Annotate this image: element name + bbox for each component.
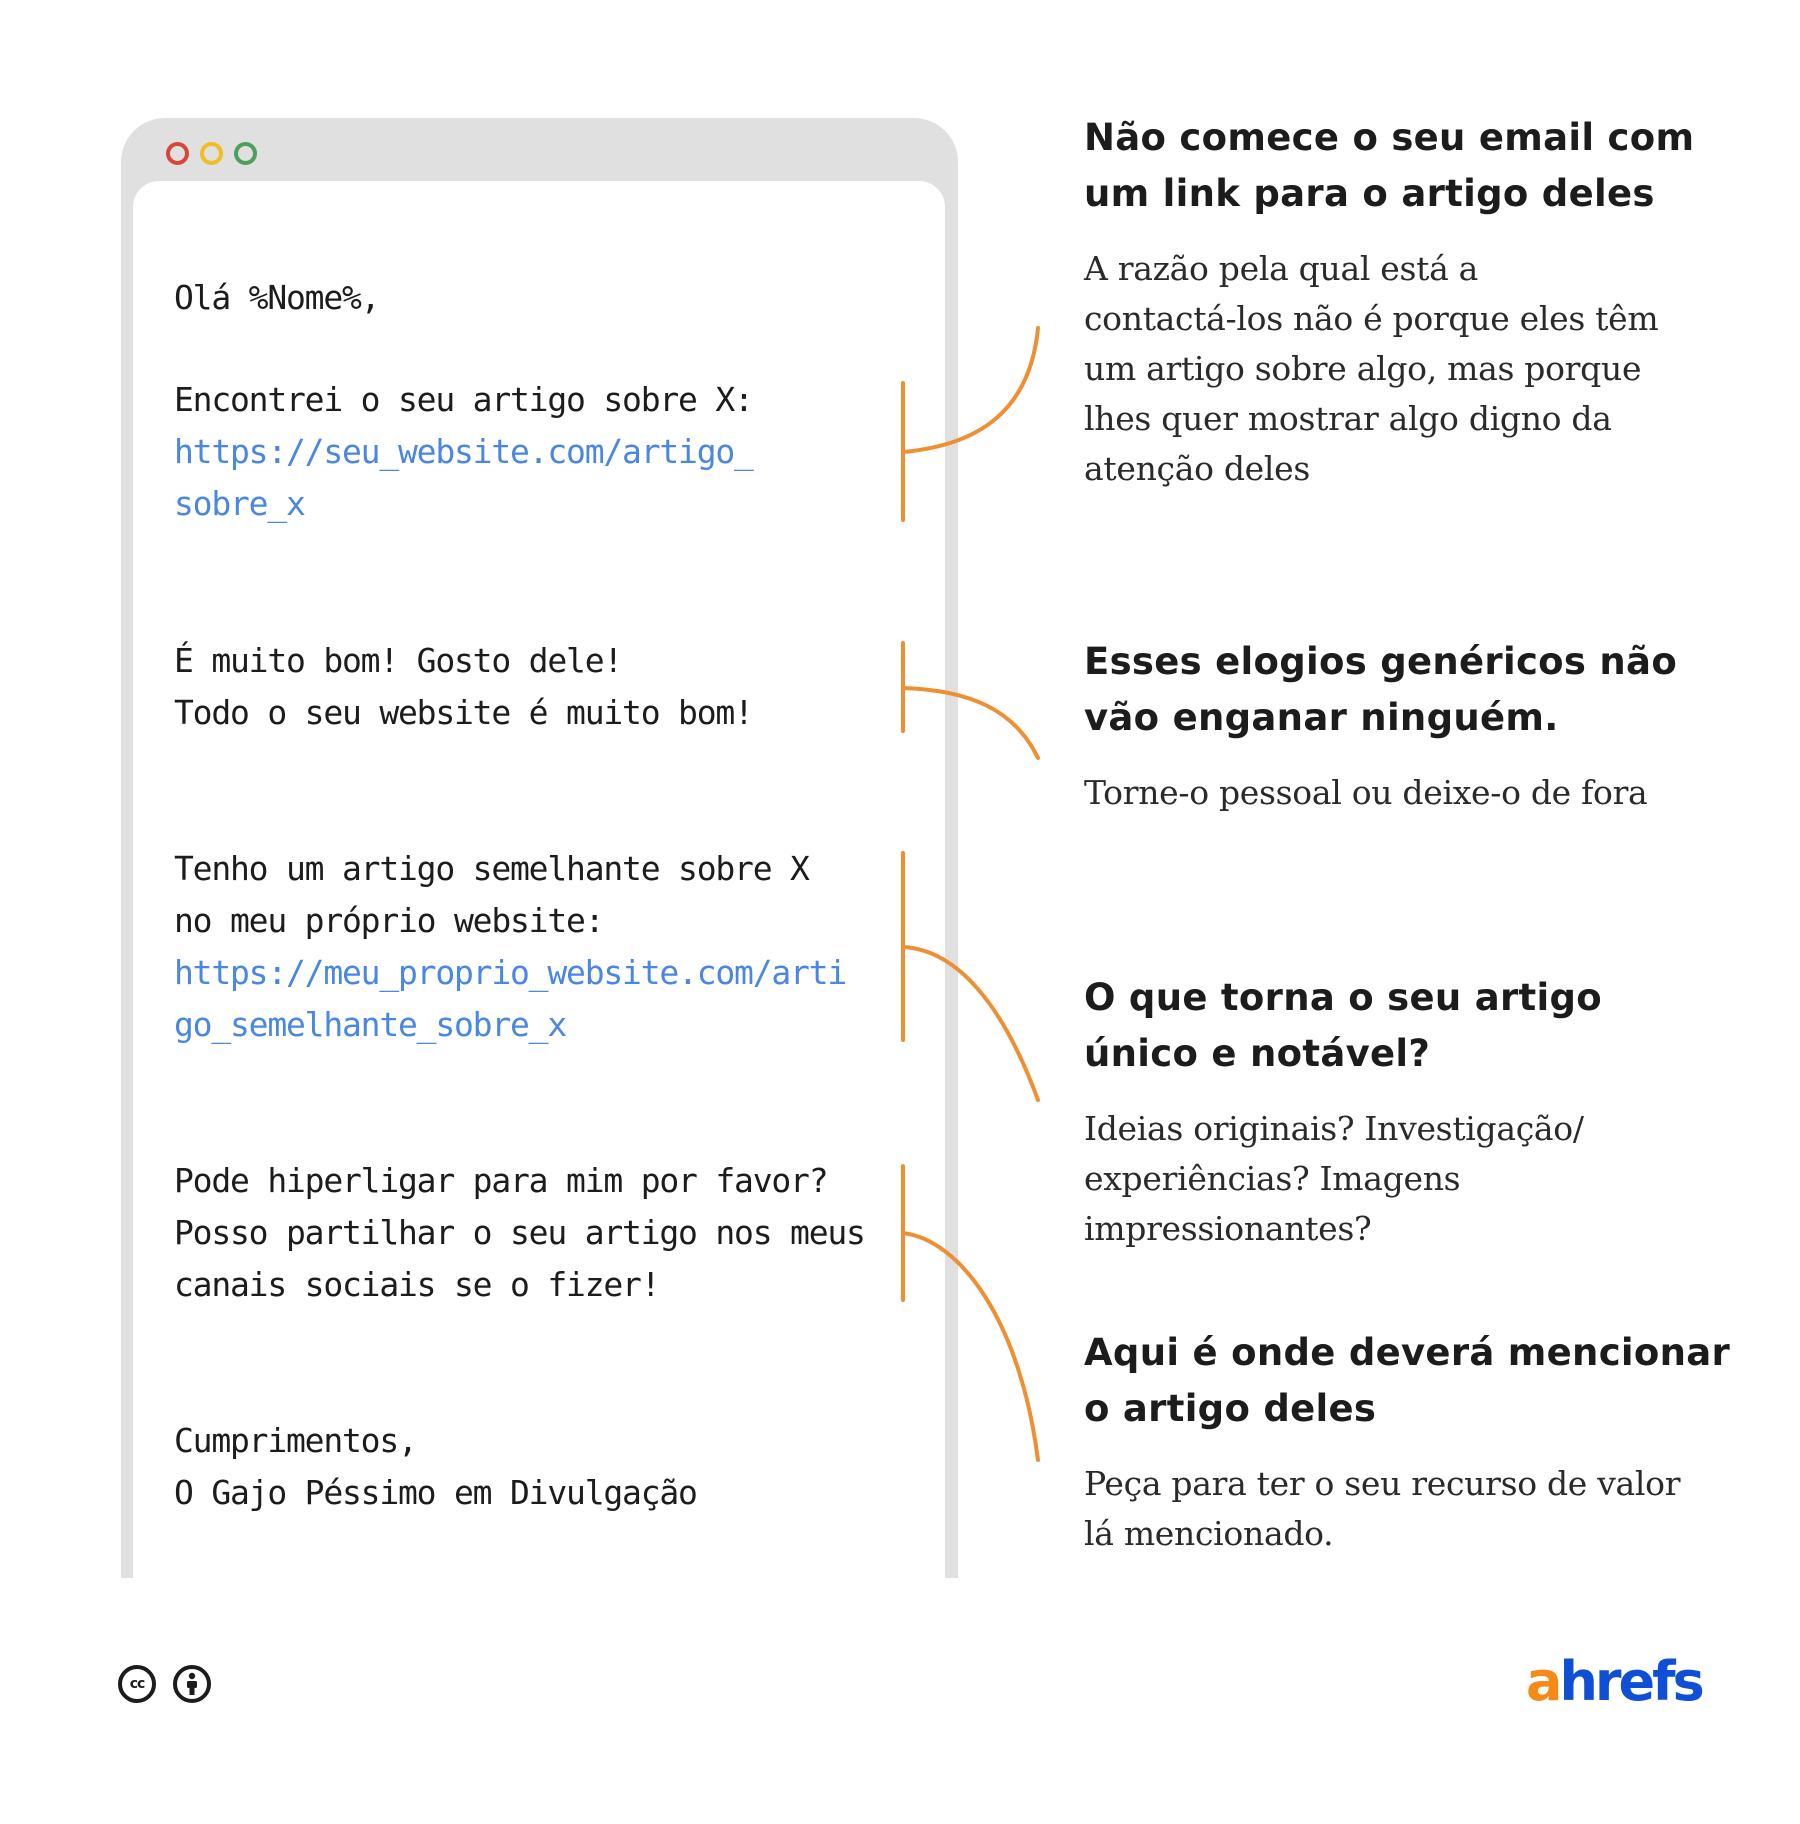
ahrefs-logo: ahrefs [1526,1650,1702,1713]
person-icon [181,1672,203,1696]
annotation-body: Ideias originais? Investigação/ experiências? Imagens impressionantes? [1084,1109,1584,1248]
annotation-title: Esses elogios genéricos não vão enganar ninguém. [1084,640,1678,739]
signoff-line: Cumprimentos, [174,1421,417,1460]
their-article-link[interactable]: sobre_x [174,484,305,523]
annotation-1 [1084,110,1724,494]
license-icons [118,1665,211,1703]
paragraph-line: Tenho um artigo semelhante sobre X [174,849,809,888]
annotation-body: Torne-o pessoal ou deixe-o de fora [1084,773,1648,812]
annotation-title: Aqui é onde deverá mencionar o artigo deles [1084,1331,1731,1430]
paragraph-line: Pode hiperligar para mim por favor? [174,1161,828,1200]
own-article-link[interactable]: go_semelhante_sobre_x [174,1005,567,1044]
attribution-icon [173,1665,211,1703]
paragraph-line: É muito bom! Gosto dele! [174,641,623,680]
annotation-body: A razão pela qual está a contactá-los não é porque eles têm um artigo sobre algo, mas porque lhes quer mostrar algo digno da atenção deles [1084,249,1659,488]
connector-curve-2 [903,688,1038,758]
signoff-line: O Gajo Péssimo em Divulgação [174,1473,697,1512]
annotation-title: O que torna o seu artigo único e notável? [1084,976,1603,1075]
annotation-title: Não comece o seu email com um link para o artigo deles [1084,116,1695,215]
greeting-line: Olá %Nome%, [174,278,380,317]
connector-curve-3 [903,947,1038,1100]
creative-commons-icon: cc [118,1665,156,1703]
their-article-link[interactable]: https://seu_website.com/artigo_ [174,432,753,471]
annotation-3 [1084,970,1724,1254]
connector-curve-4 [903,1233,1038,1460]
annotation-body: Peça para ter o seu recurso de valor lá mencionado. [1084,1464,1681,1553]
own-article-link[interactable]: https://meu_proprio_website.com/arti [174,953,847,992]
paragraph-line: canais sociais se o fizer! [174,1265,660,1304]
paragraph-line: Posso partilhar o seu artigo nos meus [174,1213,865,1252]
annotation-2 [1084,634,1724,818]
annotation-4 [1084,1325,1731,1559]
connector-curve-1 [903,328,1038,452]
paragraph-line: Todo o seu website é muito bom! [174,693,753,732]
paragraph-line: no meu próprio website: [174,901,604,940]
paragraph-line: Encontrei o seu artigo sobre X: [174,380,753,419]
